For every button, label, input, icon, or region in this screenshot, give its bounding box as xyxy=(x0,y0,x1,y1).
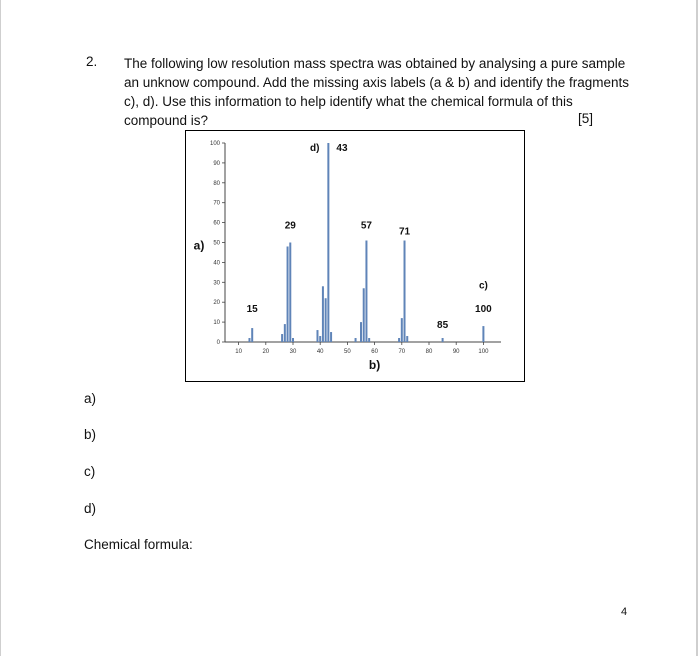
spectrum-peak-56 xyxy=(363,288,365,342)
spectrum-peak-29 xyxy=(289,243,291,343)
spectrum-peak-15 xyxy=(251,328,253,342)
y-axis-label: a) xyxy=(193,238,205,253)
answer-label-c: c) xyxy=(84,464,96,479)
y-tick-label: 50 xyxy=(213,240,220,247)
y-tick-label: 20 xyxy=(213,300,220,307)
peak-annotation-29: 29 xyxy=(284,220,296,232)
spectrum-peak-55 xyxy=(360,322,362,342)
x-tick-label: 10 xyxy=(235,349,242,355)
spectrum-peak-100 xyxy=(482,326,484,342)
spectrum-peak-40 xyxy=(319,336,321,342)
peak-annotation-15: 15 xyxy=(246,304,258,316)
peak-annotation-43: 43 xyxy=(336,142,348,154)
y-tick-label: 10 xyxy=(213,320,220,327)
x-tick-label: 100 xyxy=(478,349,489,355)
x-tick-label: 20 xyxy=(262,349,270,355)
mass-spectrum-chart xyxy=(185,130,525,382)
spectrum-peak-44 xyxy=(330,332,332,342)
peak-annotation-71: 71 xyxy=(398,226,411,238)
peak-annotation-57: 57 xyxy=(360,220,373,232)
spectrum-peak-53 xyxy=(355,338,357,342)
x-tick-label: 50 xyxy=(344,349,351,355)
y-tick-label: 100 xyxy=(209,141,220,147)
y-tick-label: 90 xyxy=(213,160,220,167)
spectrum-peak-57 xyxy=(365,241,367,342)
spectrum-peak-26 xyxy=(281,334,283,342)
peak-annotation-85: 85 xyxy=(437,320,449,332)
answer-label-b: b) xyxy=(84,427,97,442)
spectrum-peak-27 xyxy=(284,324,286,342)
x-tick-label: 60 xyxy=(371,349,378,355)
spectrum-peak-14 xyxy=(248,338,250,342)
spectrum-peak-71 xyxy=(404,241,406,342)
x-tick-label: 80 xyxy=(425,349,433,355)
spectrum-peak-69 xyxy=(398,338,400,342)
y-tick-label: 80 xyxy=(213,180,220,187)
y-tick-label: 0 xyxy=(216,340,220,346)
spectrum-peak-39 xyxy=(316,330,318,342)
x-tick-label: 40 xyxy=(316,349,324,355)
y-tick-label: 40 xyxy=(213,260,220,267)
x-tick-label: 70 xyxy=(398,349,406,355)
spectrum-peak-43 xyxy=(327,143,329,342)
x-tick-label: 30 xyxy=(289,349,297,355)
spectrum-peak-58 xyxy=(368,338,370,342)
x-tick-label: 90 xyxy=(452,349,460,355)
page-number: 4 xyxy=(621,606,628,618)
chemical-formula-label: Chemical formula: xyxy=(84,537,193,552)
spectrum-peak-41 xyxy=(322,286,324,342)
peak-annotation-c: c) xyxy=(478,280,488,292)
y-tick-label: 60 xyxy=(213,220,220,227)
spectrum-peak-72 xyxy=(406,336,408,342)
answer-label-a: a) xyxy=(84,391,97,406)
page-right-edge xyxy=(696,0,698,656)
answer-label-d: d) xyxy=(84,501,97,516)
spectrum-peak-28 xyxy=(287,246,289,342)
spectrum-peak-70 xyxy=(401,318,403,342)
y-tick-label: 70 xyxy=(213,200,220,207)
question-number: 2. xyxy=(86,54,98,69)
x-axis-label: b) xyxy=(368,358,381,372)
spectrum-peak-85 xyxy=(442,338,444,342)
question-text: The following low resolution mass spectra was obtained by analysing a pure sample an unknow compound. Add the missing axis labels (a & b) and identify the fragments c), d). Use this information to help identify what the chemical formula of this compound is? xyxy=(124,56,630,128)
peak-annotation-d: d) xyxy=(310,142,320,154)
question-marks: [5] xyxy=(578,111,594,126)
spectrum-peak-30 xyxy=(292,338,294,342)
peak-annotation-100: 100 xyxy=(475,304,492,316)
page-left-edge xyxy=(0,0,1,656)
spectrum-peak-42 xyxy=(325,298,327,342)
y-tick-label: 30 xyxy=(213,280,220,287)
